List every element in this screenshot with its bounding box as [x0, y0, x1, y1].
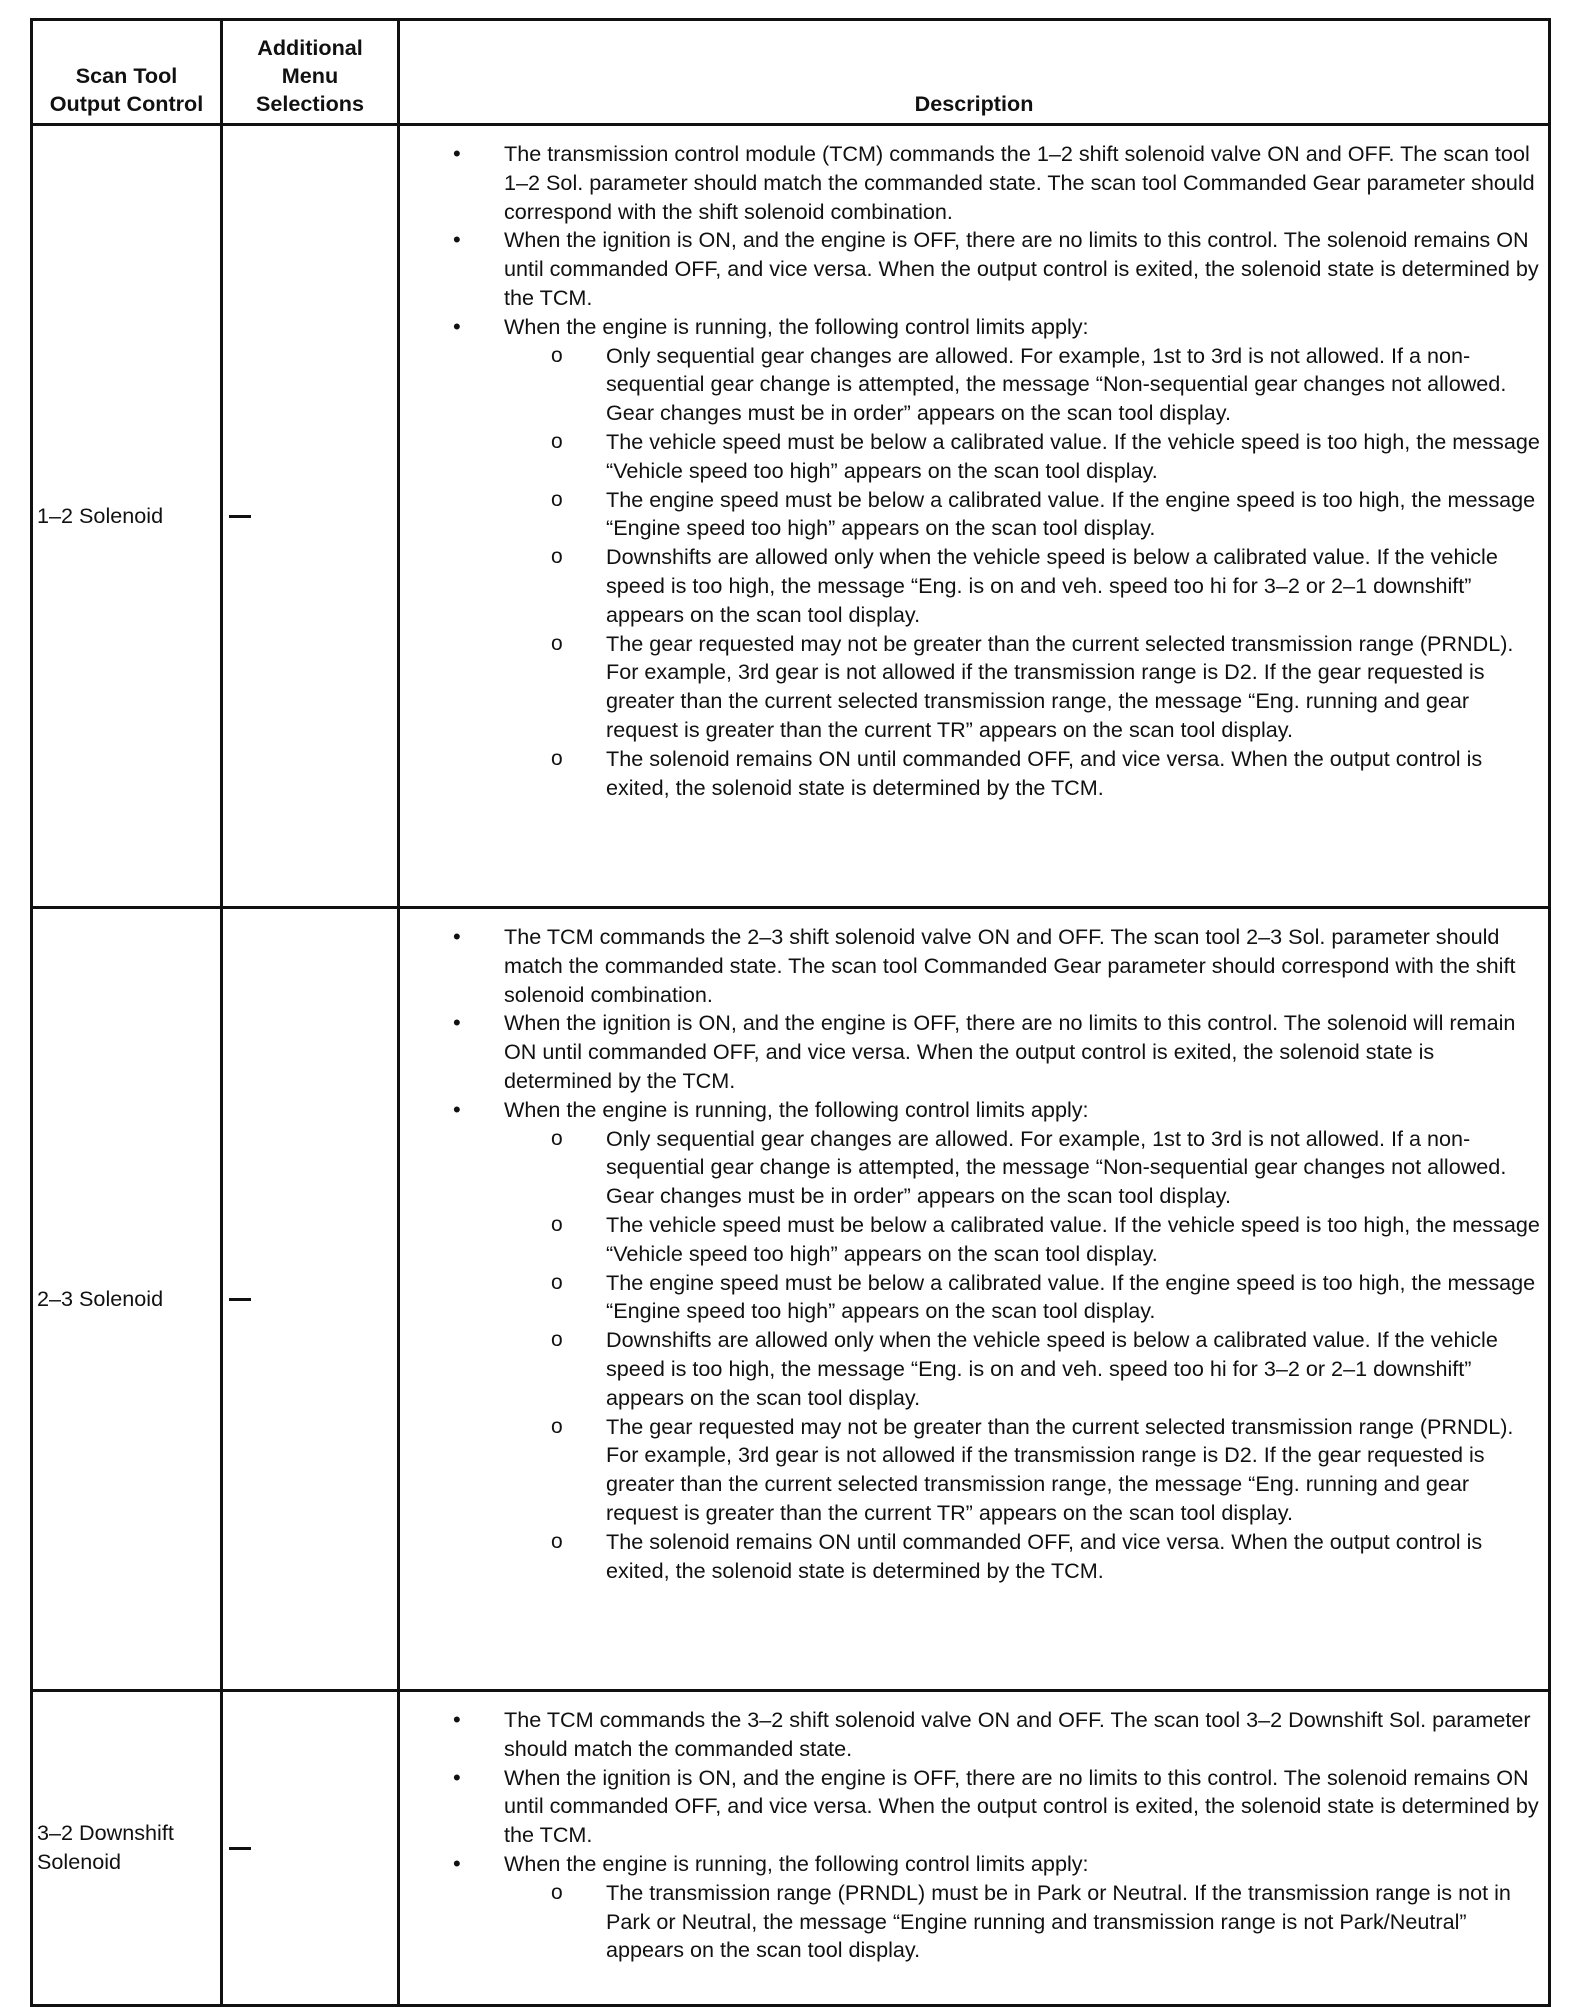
table-row	[32, 908, 1550, 1691]
bullet-list	[400, 140, 1544, 802]
dash-mark	[229, 515, 251, 518]
sub-bullet-item: o The engine speed must be below a calibrated value. If the engine speed is too high, the message “Engine speed too high” appears on the scan tool display.	[606, 1269, 1544, 1327]
row-label	[32, 908, 222, 1691]
header-description	[399, 20, 1550, 125]
sub-bullet-item: o The solenoid remains ON until commanded OFF, and vice versa. When the output control is exited, the solenoid state is determined by the TCM.	[606, 745, 1544, 803]
bullet-item	[400, 313, 1544, 803]
sub-bullet-item: o Only sequential gear changes are allowed. For example, 1st to 3rd is not allowed. If a non-sequential gear change is attempted, the message “Non-sequential gear changes not allowed. Gear changes must be in order” appears on the scan tool display.	[606, 342, 1544, 428]
sub-bullet-list	[504, 342, 1544, 803]
row-menu-selections	[222, 125, 399, 908]
header-col1-line2: Output Control	[49, 91, 204, 116]
row-label-line2: Solenoid	[37, 1849, 122, 1874]
dash-mark	[229, 1298, 251, 1301]
sub-bullet-list	[504, 1879, 1544, 1965]
row-description	[399, 1691, 1550, 2006]
row-label	[32, 1691, 222, 2006]
bullet-item-text: When the engine is running, the following control limits apply:	[504, 1850, 1089, 1876]
row-label-line1: 3–2 Downshift	[37, 1820, 174, 1846]
bullet-item-text: When the engine is running, the following control limits apply:	[504, 1096, 1089, 1122]
header-col2-line1: Additional	[257, 35, 363, 60]
bullet-item: • The TCM commands the 3–2 shift solenoid valve ON and OFF. The scan tool 3–2 Downshift Sol. parameter should match the commanded state.	[400, 1706, 1544, 1764]
sub-bullet-item: o Downshifts are allowed only when the vehicle speed is below a calibrated value. If the vehicle speed is too high, the message “Eng. is on and veh. speed too hi for 3–2 or 2–1 downshift” appears on the scan tool display.	[606, 543, 1544, 629]
sub-bullet-item: o The vehicle speed must be below a calibrated value. If the vehicle speed is too high, the message “Vehicle speed too high” appears on the scan tool display.	[606, 1211, 1544, 1269]
table-header	[32, 20, 1550, 125]
table-row	[32, 1691, 1550, 2006]
bullet-item-text: When the engine is running, the following control limits apply:	[504, 313, 1089, 339]
sub-bullet-item: o The gear requested may not be greater than the current selected transmission range (PRNDL). For example, 3rd gear is not allowed if the transmission range is D2. If the gear requested is greater than the current selected transmission range, the message “Eng. running and gear request is greater than the current TR” appears on the scan tool display.	[606, 630, 1544, 745]
row-description	[399, 908, 1550, 1691]
sub-bullet-item: o Only sequential gear changes are allowed. For example, 1st to 3rd is not allowed. If a non-sequential gear change is attempted, the message “Non-sequential gear changes not allowed. Gear changes must be in order” appears on the scan tool display.	[606, 1125, 1544, 1211]
sub-bullet-item: o Downshifts are allowed only when the vehicle speed is below a calibrated value. If the vehicle speed is too high, the message “Eng. is on and veh. speed too hi for 3–2 or 2–1 downshift” appears on the scan tool display.	[606, 1326, 1544, 1412]
header-col2-line3: Selections	[255, 91, 364, 116]
header-additional-menu-selections	[222, 20, 399, 125]
output-control-table	[30, 18, 1551, 2007]
row-label	[32, 125, 222, 908]
bullet-item: • When the ignition is ON, and the engine is OFF, there are no limits to this control. The solenoid remains ON until commanded OFF, and vice versa. When the output control is exited, the solenoid state is determined by the TCM.	[400, 226, 1544, 312]
sub-bullet-list	[504, 1125, 1544, 1586]
bullet-item	[400, 1850, 1544, 1965]
row-menu-selections	[222, 908, 399, 1691]
row-label-text: 1–2 Solenoid	[37, 502, 164, 528]
row-menu-selections	[222, 1691, 399, 2006]
row-label-text: 2–3 Solenoid	[37, 1285, 164, 1311]
sub-bullet-item: o The gear requested may not be greater than the current selected transmission range (PRNDL). For example, 3rd gear is not allowed if the transmission range is D2. If the gear requested is greater than the current selected transmission range, the message “Eng. running and gear request is greater than the current TR” appears on the scan tool display.	[606, 1413, 1544, 1528]
bullet-list	[400, 1706, 1544, 1965]
sub-bullet-item: o The transmission range (PRNDL) must be in Park or Neutral. If the transmission range is not in Park or Neutral, the message “Engine running and transmission range is not Park/Neutral” appears on the scan tool display.	[606, 1879, 1544, 1965]
header-scan-tool-output-control	[32, 20, 222, 125]
header-col2-line2: Menu	[281, 63, 339, 88]
sub-bullet-item: o The engine speed must be below a calibrated value. If the engine speed is too high, the message “Engine speed too high” appears on the scan tool display.	[606, 486, 1544, 544]
bullet-item: • The transmission control module (TCM) commands the 1–2 shift solenoid valve ON and OFF. The scan tool 1–2 Sol. parameter should match the commanded state. The scan tool Commanded Gear parameter should correspond with the shift solenoid combination.	[400, 140, 1544, 226]
header-col3: Description	[914, 91, 1034, 116]
row-description	[399, 125, 1550, 908]
sub-bullet-item: o The vehicle speed must be below a calibrated value. If the vehicle speed is too high, the message “Vehicle speed too high” appears on the scan tool display.	[606, 428, 1544, 486]
bullet-item	[400, 1096, 1544, 1586]
bullet-list	[400, 923, 1544, 1585]
sub-bullet-item: o The solenoid remains ON until commanded OFF, and vice versa. When the output control is exited, the solenoid state is determined by the TCM.	[606, 1528, 1544, 1586]
dash-mark	[229, 1847, 251, 1850]
bullet-item: • When the ignition is ON, and the engine is OFF, there are no limits to this control. The solenoid remains ON until commanded OFF, and vice versa. When the output control is exited, the solenoid state is determined by the TCM.	[400, 1764, 1544, 1850]
table-row	[32, 125, 1550, 908]
bullet-item: • When the ignition is ON, and the engine is OFF, there are no limits to this control. The solenoid will remain ON until commanded OFF, and vice versa. When the output control is exited, the solenoid state is determined by the TCM.	[400, 1009, 1544, 1095]
bullet-item: • The TCM commands the 2–3 shift solenoid valve ON and OFF. The scan tool 2–3 Sol. parameter should match the commanded state. The scan tool Commanded Gear parameter should correspond with the shift solenoid combination.	[400, 923, 1544, 1009]
header-col1-line1: Scan Tool	[75, 63, 178, 88]
